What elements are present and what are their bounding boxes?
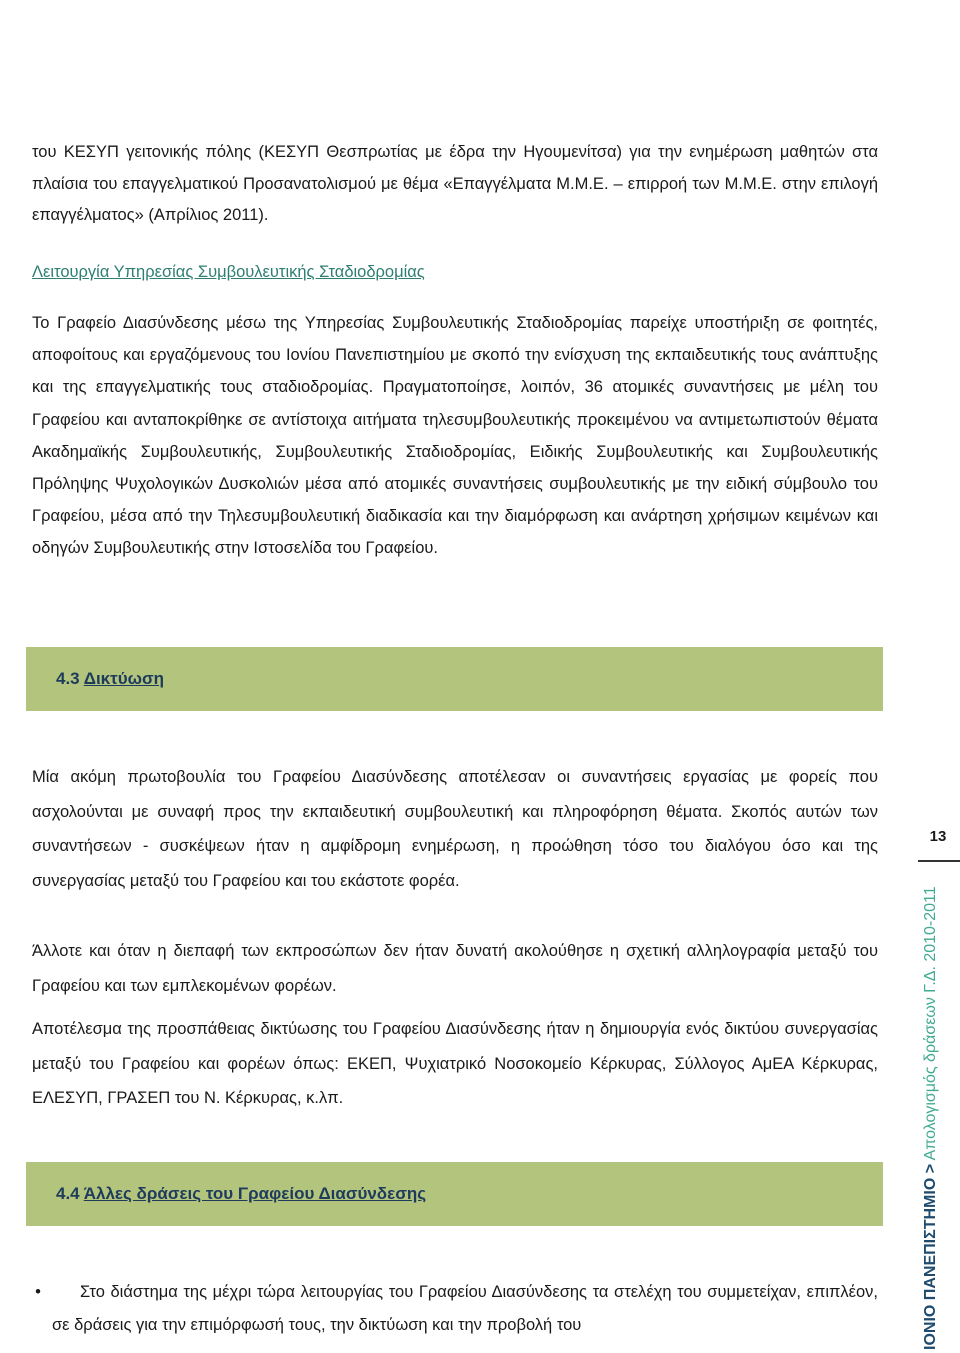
list-item bbox=[32, 1276, 878, 1342]
section-4-3-header bbox=[26, 647, 883, 711]
section-4-3-title bbox=[56, 669, 164, 689]
counseling-subheading: Λειτουργία Υπηρεσίας Συμβουλευτικής Σταδιοδρομίας bbox=[32, 263, 425, 281]
footer-university: ΙΟΝΙΟ ΠΑΝΕΠΙΣΤΗΜΙΟ > bbox=[922, 1163, 939, 1350]
page-number-divider bbox=[918, 860, 960, 862]
page-number: 13 bbox=[929, 828, 947, 845]
counseling-paragraph: Το Γραφείο Διασύνδεσης μέσω της Υπηρεσίας Συμβουλευτικής Σταδιοδρομίας παρείχε υποστήριξη σε φοιτητές, αποφοίτους και εργαζόμενους του Ιονίου Πανεπιστημίου με σκοπό την ενίσχυση της εκπαιδευτικής τους ανάπτυξης και της επαγγελματικής τους σταδιοδρομίας. Πραγματοποίησε, λοιπόν, 36 ατομικές συναντήσεις με μέλη του Γραφείου και ανταποκρίθηκε σε αντίστοιχα αιτήματα τηλεσυμβουλευτικής προκειμένου να αντιμετωπιστούν θέματα Ακαδημαϊκής Συμβουλευτικής, Συμβουλευτικής Σταδιοδρομίας, Ειδικής Συμβουλευτικής και Συμβουλευτικής Πρόληψης Ψυχολογικών Δυσκολιών μέσα από ατομικές συναντήσεις συμβουλευτικής με την ειδική σύμβουλο του Γραφείου, μέσα από την Τηλεσυμβουλευτική διαδικασία και την διαμόρφωση και ανάρτηση χρήσιμων κειμένων και οδηγών Συμβουλευτικής στην Ιστοσελίδα του Γραφείου. bbox=[32, 314, 878, 558]
section-4-4-title-text: Άλλες δράσεις του Γραφείου Διασύνδεσης bbox=[83, 1184, 427, 1203]
side-footer bbox=[920, 870, 942, 1350]
networking-paragraph-2: Άλλοτε και όταν η διεπαφή των εκπροσώπων δεν ήταν δυνατή ακολούθησε η σχετική αλληλογραφία μεταξύ του Γραφείου και των εμπλεκομένων φορέων. bbox=[32, 942, 878, 995]
networking-paragraph-3: Αποτέλεσμα της προσπάθειας δικτύωσης του Γραφείου Διασύνδεσης ήταν η δημιουργία ενός δικτύου συνεργασίας μεταξύ του Γραφείου και φορέων όπως: ΕΚΕΠ, Ψυχιατρικό Νοσοκομείο Κέρκυρας, Σύλλογος ΑμΕΑ Κέρκυρας, ΕΛΕΣΥΠ, ΓΡΑΣΕΠ του Ν. Κέρκυρας, κ.λπ. bbox=[32, 1020, 878, 1107]
section-4-4-number: 4.4 bbox=[56, 1184, 80, 1203]
list-item-text: Στο διάστημα της μέχρι τώρα λειτουργίας του Γραφείου Διασύνδεσης τα στελέχη του συμμετείχαν, επιπλέον, σε δράσεις για την επιμόρφωσή τους, την δικτύωση και την προβολή του bbox=[52, 1283, 878, 1334]
bullet-icon: • bbox=[35, 1283, 41, 1301]
section-4-4-header bbox=[26, 1162, 883, 1226]
section-4-3-number: 4.3 bbox=[56, 669, 80, 688]
section-4-4-title bbox=[56, 1184, 426, 1204]
section-4-3-title-text: Δικτύωση bbox=[83, 669, 165, 688]
intro-paragraph: του ΚΕΣΥΠ γειτονικής πόλης (ΚΕΣΥΠ Θεσπρωτίας με έδρα την Ηγουμενίτσα) για την ενημέρωση μαθητών στα πλαίσια του επαγγελματικού Προσανατολισμού με θέμα «Επαγγέλματα Μ.Μ.Ε. – επιρροή των Μ.Μ.Ε. στην επιλογή επαγγέλματος» (Απρίλιος 2011). bbox=[32, 143, 878, 224]
footer-report-title: Απολογισμός δράσεων Γ.Δ. 2010-2011 bbox=[922, 886, 939, 1161]
networking-paragraph-1: Μία ακόμη πρωτοβουλία του Γραφείου Διασύνδεσης αποτέλεσαν οι συναντήσεις εργασίας με φορείς που ασχολούνται με συναφή προς την εκπαιδευτική συμβουλευτική και πληροφόρηση θέματα. Σκοπός αυτών των συναντήσεων - συσκέψεων ήταν η αμφίδρομη ενημέρωση, η προώθηση τόσο του διαλόγου όσο και της συνεργασίας μεταξύ του Γραφείου και του εκάστοτε φορέα. bbox=[32, 768, 878, 890]
